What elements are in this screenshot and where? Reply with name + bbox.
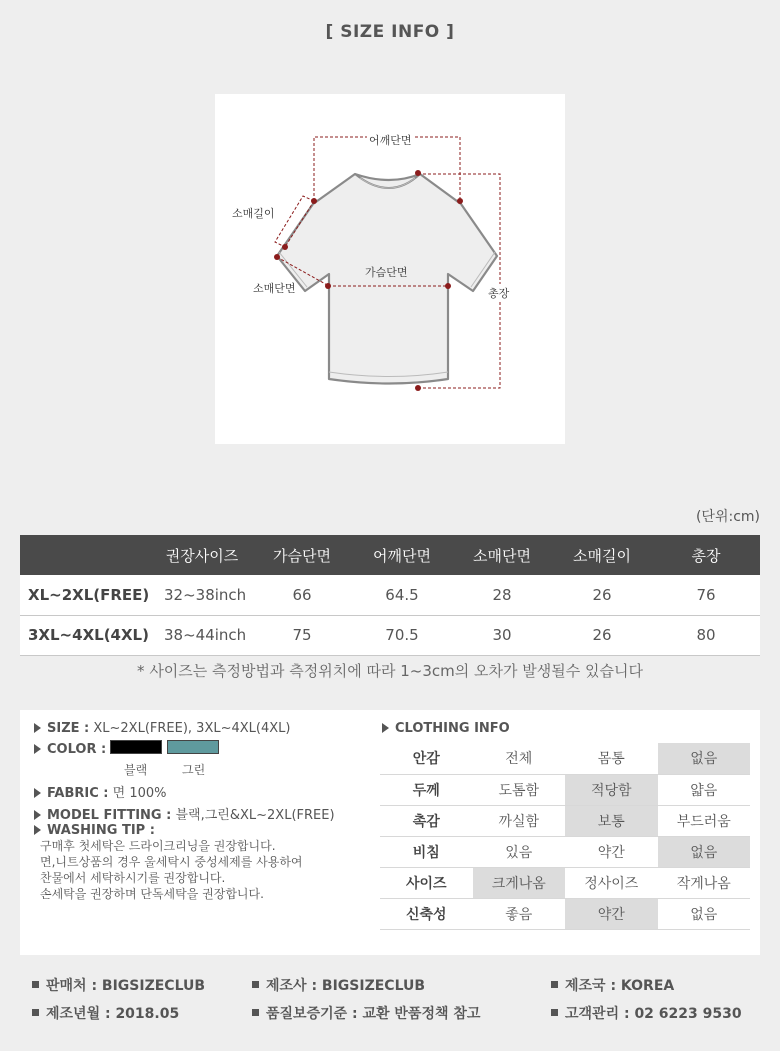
clothing-info-category: 신축성 (380, 898, 473, 929)
table-row (20, 615, 760, 655)
spec-label: WASHING TIP : (47, 823, 155, 838)
table-cell: 38~44inch (152, 615, 252, 655)
square-bullet-icon (32, 981, 39, 988)
table-row (20, 575, 760, 615)
header-cell: 가슴단면 (252, 535, 352, 575)
color-swatch-black (110, 740, 162, 754)
washing-line: 손세탁을 권장하며 단독세탁을 권장합니다. (40, 887, 264, 901)
clothing-info-row (380, 867, 750, 898)
square-bullet-icon (551, 1009, 558, 1016)
square-bullet-icon (32, 1009, 39, 1016)
triangle-bullet-icon (34, 723, 41, 733)
triangle-bullet-icon (34, 825, 41, 835)
tshirt-measurement-diagram (215, 94, 565, 444)
square-bullet-icon (252, 981, 259, 988)
triangle-bullet-icon (382, 723, 389, 733)
table-cell: 66 (252, 575, 352, 615)
clothing-info-option: 얇음 (658, 774, 751, 805)
header-cell: 소매길이 (552, 535, 652, 575)
measurement-note: * 사이즈는 측정방법과 측정위치에 따라 1~3cm의 오차가 발생될수 있습니다 (137, 662, 643, 680)
spec-label: FABRIC : (47, 786, 109, 801)
clothing-info-row (380, 898, 750, 929)
spec-label: COLOR : (47, 742, 107, 757)
unit-label: (단위:cm) (695, 509, 760, 525)
chest-label: 가슴단면 (365, 266, 408, 279)
square-bullet-icon (551, 981, 558, 988)
table-cell: 26 (552, 575, 652, 615)
table-cell: 30 (452, 615, 552, 655)
footer-manufacturer: 제조사 : BIGSIZECLUB (252, 975, 425, 995)
clothing-info-option-selected: 약간 (565, 898, 658, 929)
clothing-info-category: 촉감 (380, 805, 473, 836)
color-name: 그린 (182, 763, 206, 777)
header-cell: 권장사이즈 (152, 535, 252, 575)
size-table (20, 535, 760, 656)
clothing-info-option-selected: 적당함 (565, 774, 658, 805)
clothing-info-option: 작게나옴 (658, 867, 751, 898)
clothing-info-option-selected: 보통 (565, 805, 658, 836)
clothing-info-category: 두께 (380, 774, 473, 805)
footer-country: 제조국 : KOREA (551, 975, 674, 995)
footer-service: 고객관리 : 02 6223 9530 (551, 1003, 742, 1023)
clothing-info-category: 비침 (380, 836, 473, 867)
table-cell: 32~38inch (152, 575, 252, 615)
page-title: [ SIZE INFO ] (325, 22, 455, 42)
table-cell: 80 (652, 615, 760, 655)
table-cell: 76 (652, 575, 760, 615)
washing-tips (40, 838, 303, 902)
table-cell: 26 (552, 615, 652, 655)
triangle-bullet-icon (34, 810, 41, 820)
spec-label: MODEL FITTING : (47, 808, 172, 823)
size-table-header (20, 535, 760, 575)
spec-washing (34, 823, 155, 838)
clothing-info-option: 약간 (565, 836, 658, 867)
footer-date: 제조년월 : 2018.05 (32, 1003, 179, 1023)
color-swatch-green (167, 740, 219, 754)
size-name-cell: XL~2XL(FREE) (20, 575, 152, 615)
clothing-info-option-selected: 없음 (658, 743, 751, 774)
size-name-cell: 3XL~4XL(4XL) (20, 615, 152, 655)
clothing-info-option-selected: 크게나옴 (473, 867, 566, 898)
triangle-bullet-icon (34, 744, 41, 754)
clothing-info-option-selected: 없음 (658, 836, 751, 867)
spec-label: SIZE : (47, 721, 90, 736)
clothing-info-row (380, 774, 750, 805)
triangle-bullet-icon (34, 788, 41, 798)
sleeve-width-label: 소매단면 (253, 282, 296, 295)
spec-model-fitting (34, 804, 335, 823)
spec-value: XL~2XL(FREE), 3XL~4XL(4XL) (93, 721, 291, 736)
washing-line: 구매후 첫세탁은 드라이크리닝을 권장합니다. (40, 839, 276, 853)
color-name: 블랙 (124, 763, 148, 777)
clothing-info-option: 좋음 (473, 898, 566, 929)
header-cell: 총장 (652, 535, 760, 575)
header-cell: 소매단면 (452, 535, 552, 575)
clothing-info-option: 부드러움 (658, 805, 751, 836)
clothing-info-title: CLOTHING INFO (382, 721, 510, 736)
clothing-info-option: 정사이즈 (565, 867, 658, 898)
clothing-info-option: 없음 (658, 898, 751, 929)
shoulder-label: 어깨단면 (369, 134, 412, 147)
clothing-info-row (380, 836, 750, 867)
sleeve-length-label: 소매길이 (232, 207, 275, 220)
footer-seller: 판매처 : BIGSIZECLUB (32, 975, 205, 995)
header-cell (20, 535, 152, 575)
table-cell: 64.5 (352, 575, 452, 615)
clothing-info-option: 몸통 (565, 743, 658, 774)
square-bullet-icon (252, 1009, 259, 1016)
spec-value: 면 100% (112, 786, 167, 801)
clothing-info-table (380, 743, 750, 930)
clothing-info-row (380, 805, 750, 836)
table-cell: 28 (452, 575, 552, 615)
spec-fabric (34, 782, 166, 801)
total-length-label: 총장 (488, 284, 509, 302)
clothing-info-category: 사이즈 (380, 867, 473, 898)
clothing-info-category: 안감 (380, 743, 473, 774)
table-cell: 75 (252, 615, 352, 655)
clothing-info-option: 전체 (473, 743, 566, 774)
spec-color (34, 742, 106, 757)
washing-line: 면,니트상품의 경우 울세탁시 중성세제를 사용하여 (40, 855, 303, 869)
header-cell: 어깨단면 (352, 535, 452, 575)
table-cell: 70.5 (352, 615, 452, 655)
clothing-info-option: 도톰함 (473, 774, 566, 805)
clothing-info-option: 까실함 (473, 805, 566, 836)
clothing-info-option: 있음 (473, 836, 566, 867)
spec-size (34, 721, 290, 736)
clothing-info-row (380, 743, 750, 774)
product-info-panel (20, 710, 760, 955)
footer-warranty: 품질보증기준 : 교환 반품정책 참고 (252, 1003, 480, 1023)
washing-line: 찬물에서 세탁하시기를 권장합니다. (40, 871, 226, 885)
spec-value: 블랙,그린&XL~2XL(FREE) (175, 808, 335, 823)
